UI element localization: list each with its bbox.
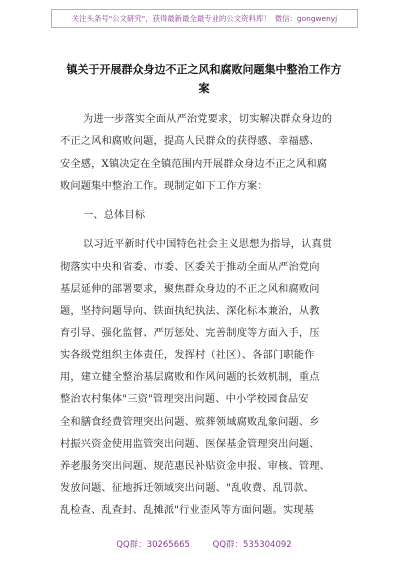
paragraph-line: 基层延伸的部署要求，聚焦群众身边的不正之风和腐败问 [60,284,320,295]
paragraph-line: 安全感，X镇决定在全镇范围内开展群众身边不正之风和腐 [60,159,328,170]
footer-contacts [0,538,408,550]
paragraph-line: 实各级党组织主体责任，发挥村（社区）、各部门职能作 [60,350,315,361]
footer-qq-group-1: QQ群：30265665 [116,540,190,550]
paragraph-line: 全和膳食经费管理突出问题、殡葬领域腐败乱象问题、乡 [60,417,320,428]
paragraph-line: 以习近平新时代中国特色社会主义思想为指导，认真贯 [83,239,333,250]
section-heading: 一、总体目标 [83,210,146,221]
document-title: 镇关于开展群众身边不正之风和腐败问题集中整治工作方 [66,63,342,76]
paragraph-line: 为进一步落实全面从严治党要求，切实解决群众身边的 [83,114,333,125]
paragraph-line: 彻落实中央和省委、市委、区委关于推动全面从严治党向 [60,262,320,273]
paragraph-line: 败问题集中整治工作。现制定如下工作方案： [60,181,268,192]
header-banner [51,9,358,28]
paragraph-line: 村振兴资金使用监管突出问题、医保基金管理突出问题、 [60,439,320,450]
paragraph-line: 整治农村集体"三资"管理突出问题、中小学校园食品安 [60,394,309,405]
header-text: 关注头条号"公文研究"，获得最新最全最专业的公文资料库！ [71,14,271,23]
paragraph-line: 不正之风和腐败问题，提高人民群众的获得感、幸福感、 [60,136,320,147]
paragraph-line: 题，坚持问题导向、铁面执纪执法、深化标本兼治，从教 [60,306,320,317]
paragraph-line: 育引导、强化监督、严厉惩处、完善制度等方面入手，压 [60,328,320,339]
paragraph-line: 乱检查、乱查封、乱摊派"行业歪风等方面问题。实现基 [60,505,315,516]
document-title-cont: 案 [198,82,210,95]
header-wechat: 微信：gongwenyj [274,14,338,23]
paragraph-line: 用，建立健全整治基层腐败和作风问题的长效机制，重点 [60,372,320,383]
paragraph-line: 发放问题、征地拆迁领域突出问题、"乱收费、乱罚款、 [60,483,315,494]
paragraph-line: 养老服务突出问题、规范惠民补贴资金申报、审核、管理、 [60,461,331,472]
footer-qq-group-2: QQ群：535304092 [212,540,292,550]
